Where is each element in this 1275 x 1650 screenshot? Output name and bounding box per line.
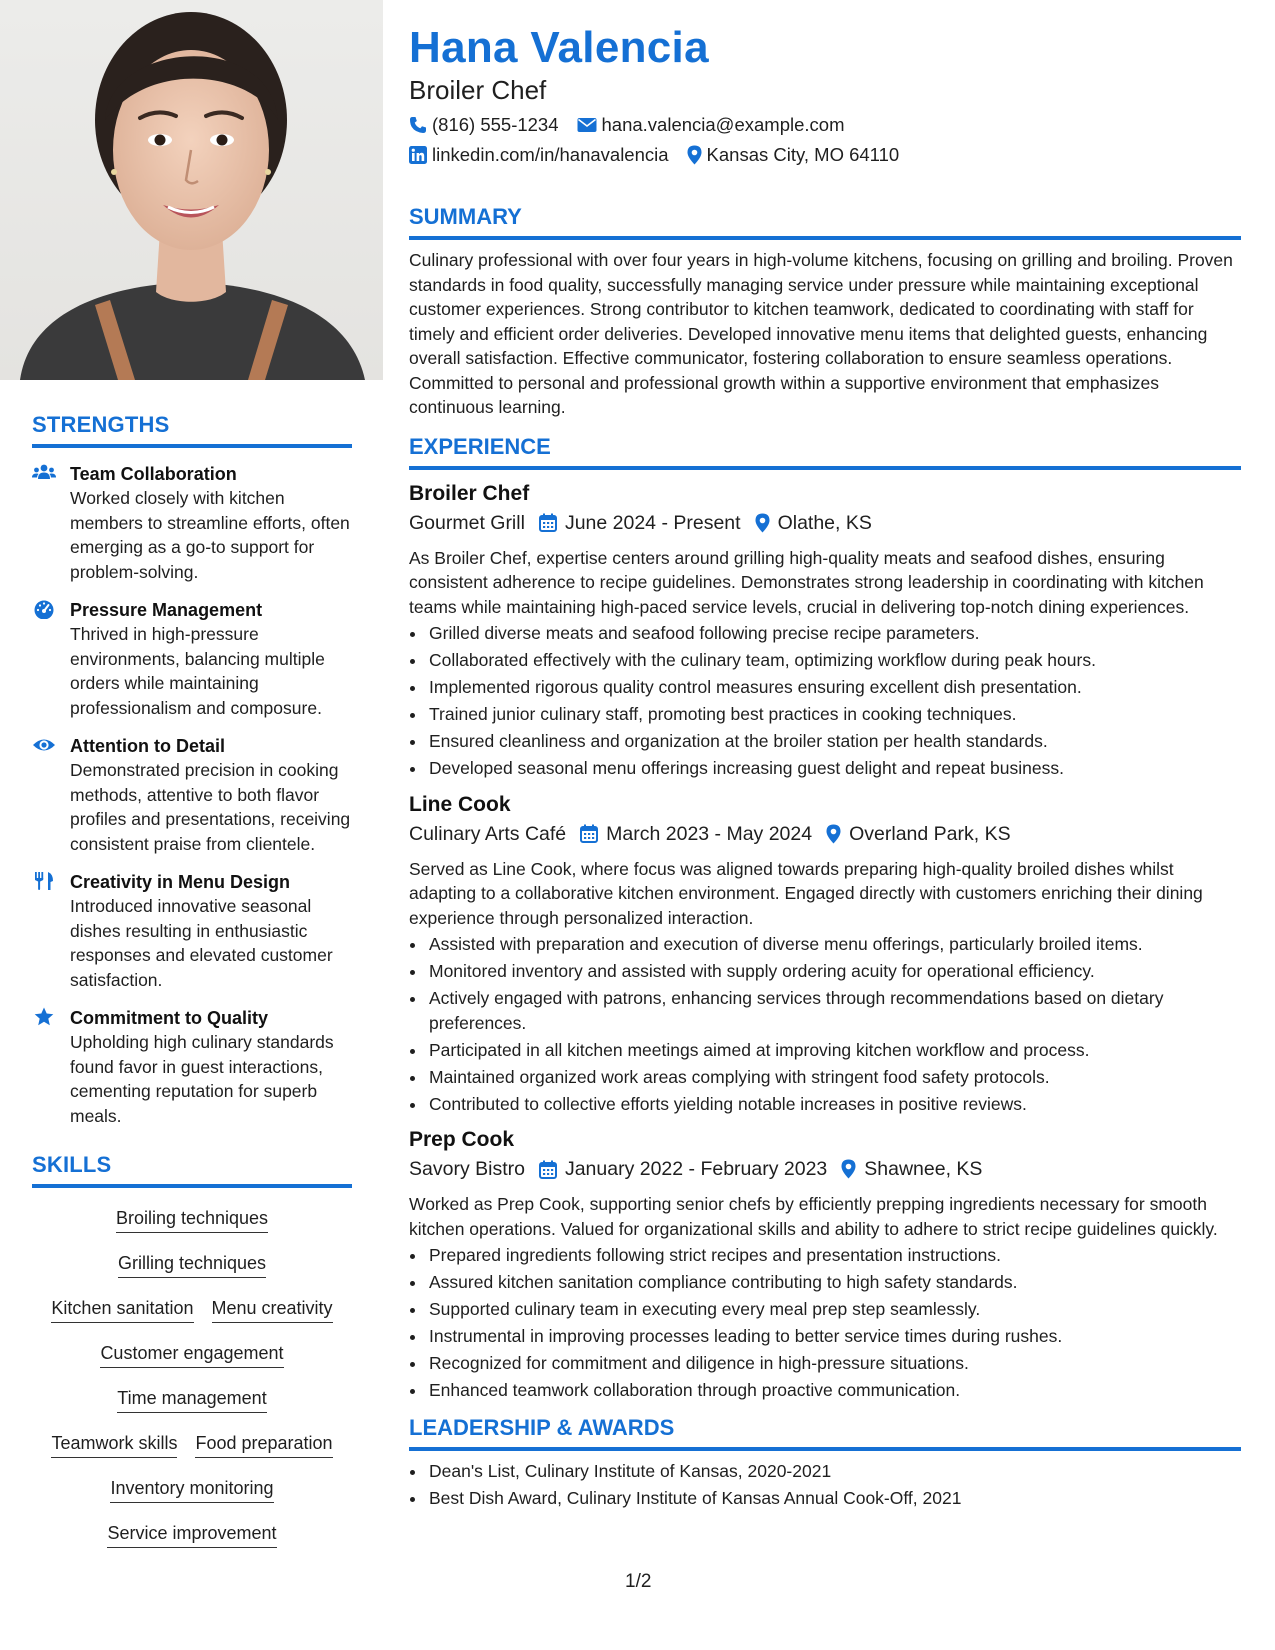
job-dates: June 2024 - Present (564, 511, 741, 534)
job-entry (409, 480, 1241, 781)
list-item: • Monitored inventory and assisted with supply ordering acuity for operational efficiency. (427, 959, 1241, 984)
job-dates: January 2022 - February 2023 (564, 1158, 828, 1180)
linkedin-text: linkedin.com/in/hanavalencia (432, 144, 669, 165)
skill-tag: Customer engagement (100, 1343, 283, 1368)
location-contact (687, 142, 900, 168)
sidebar (32, 412, 352, 1558)
strength-title: Attention to Detail (70, 736, 225, 756)
skill-tag: Grilling techniques (118, 1253, 266, 1278)
strengths-list (32, 462, 352, 1128)
list-item: • Trained junior culinary staff, promoting best practices in cooking techniques. (427, 702, 1241, 727)
strength-desc: Upholding high culinary standards found favor in guest interactions, cementing reputation for superb meals. (70, 1032, 334, 1126)
candidate-name: Hana Valencia (409, 23, 709, 72)
linkedin-contact[interactable] (409, 142, 669, 168)
list-item: • Implemented rigorous quality control measures ensuring excellent dish presentation. (427, 675, 1241, 700)
strength-desc: Thrived in high-pressure environments, balancing multiple orders while maintaining professionalism and composure. (70, 624, 325, 718)
calendar-icon (539, 513, 565, 532)
experience-heading: EXPERIENCE (409, 434, 1241, 470)
list-item: • Assured kitchen sanitation compliance contributing to high safety standards. (427, 1270, 1241, 1295)
summary-text: Culinary professional with over four years in high-volume kitchens, focusing on grilling and broiling. Proven standards in food quality, successfully managing service under pressure while maintaining exceptional customer experiences. Strong contributor to kitchen teamwork, dedicated to coordinating with staff for timely and efficient order deliveries. Developed innovative menu items that delighted guests, enhancing overall satisfaction. Effective communicator, fostering collaboration to ensure seamless operations. Committed to personal and professional growth within a supportive environment that emphasizes continuous learning. (409, 250, 1233, 417)
left-column (0, 0, 383, 1650)
job-location: Shawnee, KS (864, 1158, 983, 1180)
awards-section (409, 1415, 1241, 1511)
list-item: • Supported culinary team in executing every meal prep step seamlessly. (427, 1297, 1241, 1322)
skills-list (32, 1198, 352, 1558)
skills-heading: SKILLS (32, 1152, 352, 1188)
list-item: • Participated in all kitchen meetings aimed at improving kitchen workflow and process. (427, 1038, 1241, 1063)
list-item: • Grilled diverse meats and seafood following precise recipe parameters. (427, 621, 1241, 646)
skill-row (32, 1468, 352, 1513)
list-item: • Maintained organized work areas complying with stringent food safety protocols. (427, 1065, 1241, 1090)
strengths-heading: STRENGTHS (32, 412, 352, 448)
list-item: • Dean's List, Culinary Institute of Kansas, 2020-2021 (427, 1459, 1241, 1484)
job-description: Served as Line Cook, where focus was aligned towards preparing high-quality broiled dishes whilst adapting to a collaborative kitchen environment. Engaged directly with customers enriching their dining experience through personalized interaction. (409, 858, 1203, 928)
profile-photo (0, 0, 383, 380)
skill-tag: Food preparation (195, 1433, 332, 1458)
strength-desc: Worked closely with kitchen members to streamline efforts, often emerging as a go-to support for problem-solving. (70, 488, 350, 582)
list-item: • Assisted with preparation and execution of diverse menu offerings, particularly broiled items. (427, 932, 1241, 957)
job-meta (409, 508, 1241, 538)
summary-heading: SUMMARY (409, 204, 1241, 240)
summary-section (409, 204, 1241, 420)
strength-title: Commitment to Quality (70, 1008, 269, 1028)
star-icon (32, 1007, 56, 1027)
list-item: • Developed seasonal menu offerings increasing guest delight and repeat business. (427, 756, 1241, 781)
skill-row (32, 1513, 352, 1558)
job-bullets (409, 932, 1241, 1116)
contact-row (409, 112, 1241, 138)
strength-item (32, 598, 352, 720)
map-pin-icon (687, 145, 702, 165)
skill-row (32, 1333, 352, 1378)
skill-tag: Broiling techniques (116, 1208, 268, 1233)
job-description: Worked as Prep Cook, supporting senior chefs by efficiently prepping ingredients necessary for smooth kitchen operations. Valued for organizational skills and ability to adhere to strict recipe guidelines quickly. (409, 1194, 1218, 1239)
job-company: Savory Bistro (409, 1158, 525, 1180)
calendar-icon (580, 824, 606, 843)
job-bullets (409, 621, 1241, 781)
awards-heading: LEADERSHIP & AWARDS (409, 1415, 1241, 1451)
skill-row (32, 1423, 352, 1468)
list-item: • Prepared ingredients following strict recipes and presentation instructions. (427, 1243, 1241, 1268)
list-item: • Recognized for commitment and diligence in high-pressure situations. (427, 1351, 1241, 1376)
phone-contact[interactable] (409, 112, 559, 138)
strength-item (32, 870, 352, 992)
calendar-icon (539, 1160, 565, 1179)
strength-item (32, 1006, 352, 1128)
list-item: • Collaborated effectively with the culinary team, optimizing workflow during peak hours. (427, 648, 1241, 673)
utensils-icon (32, 871, 56, 891)
skill-tag: Menu creativity (212, 1298, 333, 1323)
skill-tag: Time management (117, 1388, 266, 1413)
eye-icon (32, 735, 56, 755)
skill-tag: Teamwork skills (51, 1433, 177, 1458)
skill-tag: Kitchen sanitation (51, 1298, 193, 1323)
envelope-icon (577, 117, 597, 133)
list-item: • Instrumental in improving processes leading to better service times during rushes. (427, 1324, 1241, 1349)
job-description: As Broiler Chef, expertise centers around grilling high-quality meats and seafood dishes, ensuring consistent adherence to recipe guidelines. Demonstrates strong leadership in coordinating with kitchen teams while maintaining high-paced service levels, crucial in delivering top-notch dining experiences. (409, 547, 1204, 617)
job-entry (409, 791, 1241, 1117)
job-meta (409, 819, 1241, 849)
users-icon (32, 463, 56, 483)
skill-row (32, 1198, 352, 1243)
strength-item (32, 734, 352, 856)
job-company: Gourmet Grill (409, 511, 525, 534)
job-meta (409, 1154, 1241, 1184)
job-title: Broiler Chef (409, 481, 530, 505)
strength-title: Creativity in Menu Design (70, 872, 291, 892)
job-title: Prep Cook (409, 1128, 515, 1151)
linkedin-icon (409, 146, 427, 164)
job-location: Overland Park, KS (849, 822, 1011, 845)
map-pin-icon (826, 824, 849, 844)
email-contact[interactable] (577, 112, 845, 138)
job-title: Line Cook (409, 792, 511, 816)
strength-desc: Introduced innovative seasonal dishes resulting in enthusiastic responses and elevated customer satisfaction. (70, 896, 333, 990)
map-pin-icon (841, 1159, 864, 1179)
strength-title: Pressure Management (70, 600, 263, 620)
job-dates: March 2023 - May 2024 (606, 822, 813, 845)
skill-row (32, 1243, 352, 1288)
job-location: Olathe, KS (777, 511, 872, 534)
list-item: • Contributed to collective efforts yielding notable increases in positive reviews. (427, 1092, 1241, 1117)
skill-tag: Service improvement (107, 1523, 276, 1548)
candidate-title: Broiler Chef (409, 75, 547, 105)
map-pin-icon (755, 513, 778, 533)
skill-tag: Inventory monitoring (110, 1478, 273, 1503)
email-text: hana.valencia@example.com (601, 114, 845, 135)
gauge-icon (32, 599, 56, 619)
strength-title: Team Collaboration (70, 464, 237, 484)
list-item: • Actively engaged with patrons, enhancing services through recommendations based on dietary preferences. (427, 986, 1241, 1035)
job-bullets (409, 1243, 1241, 1403)
page-number: 1/2 (625, 1571, 652, 1592)
job-entry (409, 1126, 1241, 1403)
strength-item (32, 462, 352, 584)
list-item: • Enhanced teamwork collaboration through proactive communication. (427, 1378, 1241, 1403)
skill-row (32, 1288, 352, 1333)
skill-row (32, 1378, 352, 1423)
job-company: Culinary Arts Café (409, 822, 567, 845)
phone-text: (816) 555-1234 (432, 114, 559, 135)
list-item: • Best Dish Award, Culinary Institute of Kansas Annual Cook-Off, 2021 (427, 1486, 1241, 1511)
awards-list (409, 1459, 1241, 1511)
location-text: Kansas City, MO 64110 (706, 144, 900, 165)
experience-section (409, 434, 1241, 1403)
phone-icon (409, 116, 427, 134)
contact-row (409, 142, 1241, 168)
main-column (409, 22, 1241, 1513)
list-item: • Ensured cleanliness and organization at the broiler station per health standards. (427, 729, 1241, 754)
strength-desc: Demonstrated precision in cooking methods, attentive to both flavor profiles and presentations, receiving consistent praise from clientele. (70, 760, 351, 854)
